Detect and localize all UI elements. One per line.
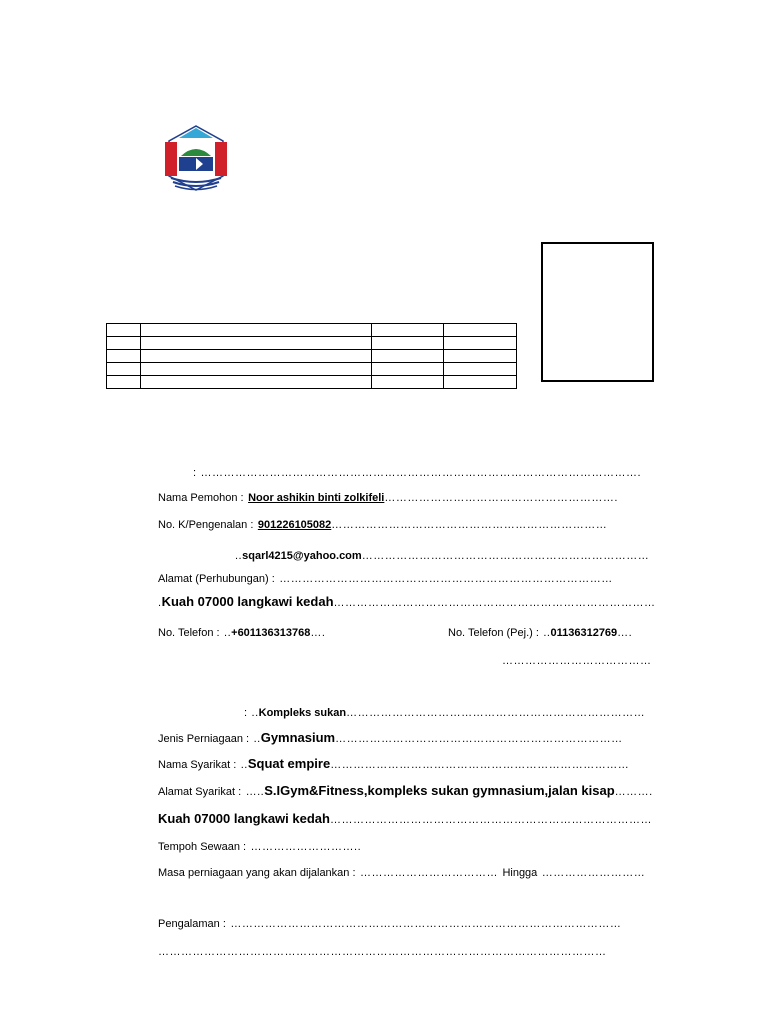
email-row[interactable]: ..sqarl4215@yahoo.com………………………………………………………………… [235, 550, 650, 562]
location-value: Kompleks sukan [258, 707, 347, 719]
address-value-row[interactable]: .Kuah 07000 langkawi kedah………………………………………………………………………… [158, 594, 656, 609]
business-period-row[interactable]: Masa perniagaan yang akan dijalankan : ……………………………… Hingga ……………………… [158, 867, 646, 879]
photo-box [541, 242, 654, 382]
address-row[interactable]: Alamat (Perhubungan) : …………………………………………………………………………… [158, 573, 613, 585]
location-row[interactable]: : ..Kompleks sukan…………………………………………………………………… [244, 707, 646, 719]
ic-number-value: 901226105082 [257, 519, 332, 531]
office-phone-value: 01136312769 [550, 627, 618, 639]
experience-label: Pengalaman : [158, 918, 226, 930]
company-address-line2: Kuah 07000 langkawi kedah [158, 811, 330, 826]
address-value: Kuah 07000 langkawi kedah [161, 594, 334, 609]
tenancy-row[interactable]: Tempoh Sewaan : ……………………….. [158, 841, 362, 853]
location-prefix: : [244, 707, 248, 719]
experience-line2[interactable]: ……………………………………………………………………………………………………… [158, 946, 607, 958]
top-line-prefix: : [193, 467, 197, 479]
office-phone-row[interactable]: No. Telefon (Pej.) : ..01136312769…. [448, 627, 633, 639]
table-row [107, 363, 517, 376]
business-type-value: Gymnasium [260, 730, 336, 745]
applicant-name-label: Nama Pemohon : [158, 492, 244, 504]
email-value: sqarl4215@yahoo.com [242, 550, 362, 562]
business-type-label: Jenis Perniagaan : [158, 733, 250, 745]
company-address-label: Alamat Syarikat : [158, 786, 242, 798]
municipal-logo-icon [163, 124, 229, 192]
until-label: Hingga [502, 867, 538, 879]
top-line[interactable]: : ……………………………………………………………………………………………………. [193, 467, 642, 479]
table-row [107, 324, 517, 337]
company-name-value: Squat empire [247, 756, 331, 771]
company-name-row[interactable]: Nama Syarikat : ..Squat empire…………………………………………………………………… [158, 756, 630, 771]
tenancy-label: Tempoh Sewaan : [158, 841, 247, 853]
applicant-name-row[interactable]: Nama Pemohon : Noor ashikin binti zolkifeli……………………………………………………. [158, 492, 618, 504]
grid-table [106, 323, 517, 389]
table-row [107, 350, 517, 363]
business-type-row[interactable]: Jenis Perniagaan : ..Gymnasium………………………………………………………………… [158, 730, 623, 745]
address-label: Alamat (Perhubungan) : [158, 573, 275, 585]
company-address-value: S.IGym&Fitness,kompleks sukan gymnasium,jalan kisap [264, 783, 615, 798]
ic-number-row[interactable]: No. K/Pengenalan : 901226105082……………………………………………………………… [158, 519, 608, 531]
company-name-label: Nama Syarikat : [158, 759, 237, 771]
company-address-row[interactable]: Alamat Syarikat : …..S.IGym&Fitness,kompleks sukan gymnasium,jalan kisap………. [158, 783, 653, 798]
extra-dotted-line[interactable]: ………………………………… [502, 655, 652, 667]
table-row [107, 376, 517, 389]
experience-row[interactable]: Pengalaman : ………………………………………………………………………………………… [158, 918, 622, 930]
office-phone-label: No. Telefon (Pej.) : [448, 627, 539, 639]
applicant-name-value: Noor ashikin binti zolkifeli [248, 492, 385, 504]
phone-row[interactable]: No. Telefon : ..+601136313768…. [158, 627, 326, 639]
ic-number-label: No. K/Pengenalan : [158, 519, 254, 531]
phone-value: +601136313768 [231, 627, 311, 639]
business-period-label: Masa perniagaan yang akan dijalankan : [158, 867, 356, 879]
table-row [107, 337, 517, 350]
phone-label: No. Telefon : [158, 627, 220, 639]
company-address-line2-row[interactable]: Kuah 07000 langkawi kedah………………………………………………………………………… [158, 811, 652, 826]
